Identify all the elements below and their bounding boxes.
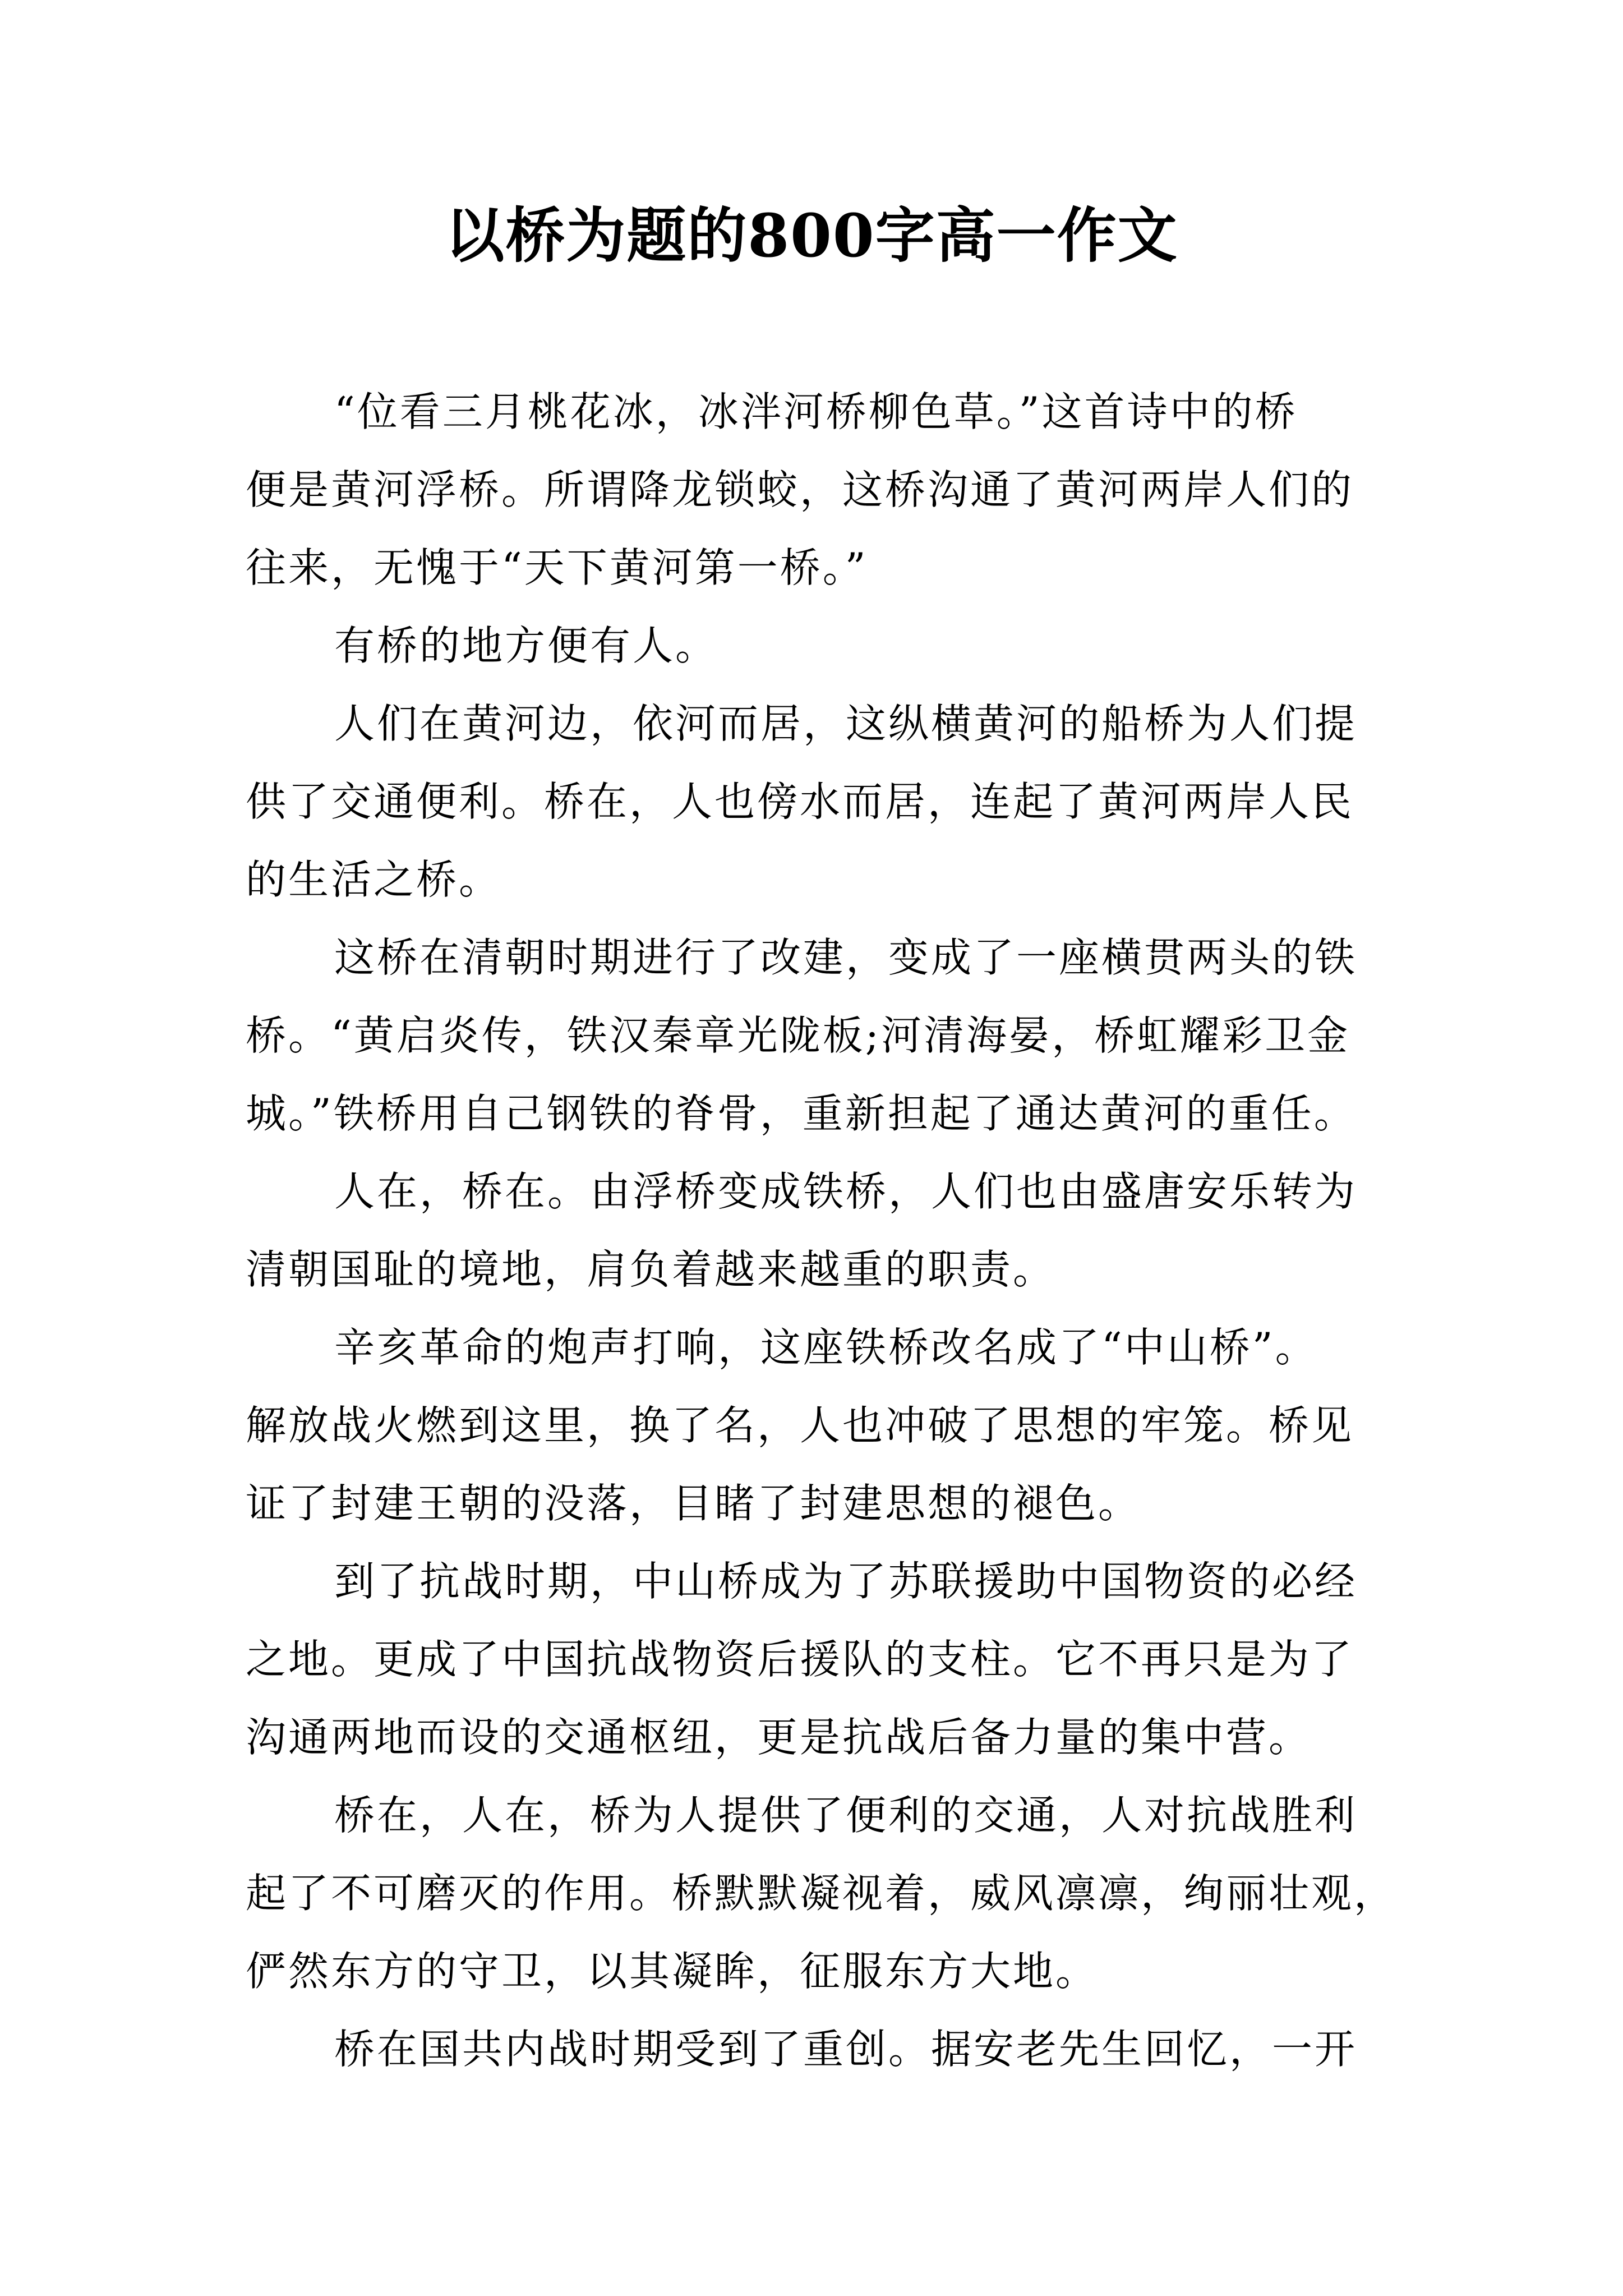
paragraph-line: 有桥的地方便有人。	[334, 622, 718, 669]
paragraph-8	[246, 1777, 1397, 2010]
paragraph-line: 城。”铁桥用自己钢铁的脊骨，重新担起了通达黄河的重任。	[246, 1090, 1357, 1137]
paragraph-line: 辛亥革命的炮声打响，这座铁桥改名成了“中山桥”。	[334, 1324, 1318, 1371]
paragraph-line: 起了不可磨灭的作用。桥默默凝视着，威风凛凛，绚丽壮观，	[246, 1870, 1397, 1917]
paragraph-2	[246, 607, 1384, 685]
paragraph-9	[246, 2010, 1384, 2088]
paragraph-6	[246, 1309, 1384, 1543]
paragraph-line: 证了封建王朝的没落，目睹了封建思想的褪色。	[246, 1480, 1141, 1527]
document-body	[246, 373, 1397, 2088]
paragraph-line: 俨然东方的守卫，以其凝眸，征服东方大地。	[246, 1948, 1099, 1995]
paragraph-line: 解放战火燃到这里，换了名，人也冲破了思想的牢笼。桥见	[246, 1402, 1354, 1449]
paragraph-line: 到了抗战时期，中山桥成为了苏联援助中国物资的必经	[334, 1558, 1358, 1605]
paragraph-line: 桥在，人在，桥为人提供了便利的交通，人对抗战胜利	[334, 1792, 1358, 1839]
paragraph-line: 沟通两地而设的交通枢纽，更是抗战后备力量的集中营。	[246, 1714, 1312, 1761]
paragraph-3	[246, 685, 1384, 919]
paragraph-1	[246, 373, 1384, 607]
document-title: 以桥为题的800字高一作文	[445, 200, 1178, 270]
paragraph-line: 供了交通便利。桥在，人也傍水而居，连起了黄河两岸人民	[246, 778, 1354, 825]
paragraph-line: 这桥在清朝时期进行了改建，变成了一座横贯两头的铁	[334, 934, 1358, 981]
paragraph-line: 的生活之桥。	[246, 856, 502, 903]
paragraph-line: 之地。更成了中国抗战物资后援队的支柱。它不再只是为了	[246, 1636, 1354, 1683]
paragraph-5	[246, 1153, 1384, 1309]
paragraph-line: 桥在国共内战时期受到了重创。据安老先生回忆，一开	[334, 2026, 1358, 2073]
paragraph-line: 便是黄河浮桥。所谓降龙锁蛟，这桥沟通了黄河两岸人们的	[246, 466, 1354, 513]
paragraph-7	[246, 1543, 1384, 1777]
paragraph-line: 清朝国耻的境地，肩负着越来越重的职责。	[246, 1246, 1056, 1293]
paragraph-4	[246, 919, 1384, 1153]
paragraph-line: “位看三月桃花冰，冰泮河桥柳色草。”这首诗中的桥	[334, 388, 1298, 435]
paragraph-line: 往来，无愧于“天下黄河第一桥。”	[246, 544, 868, 591]
paragraph-line: 人在，桥在。由浮桥变成铁桥，人们也由盛唐安乐转为	[334, 1168, 1358, 1215]
paragraph-line: 桥。“黄启炎传，铁汉秦章光陇板;河清海晏，桥虹耀彩卫金	[246, 1012, 1350, 1059]
paragraph-line: 人们在黄河边，依河而居，这纵横黄河的船桥为人们提	[334, 700, 1358, 747]
